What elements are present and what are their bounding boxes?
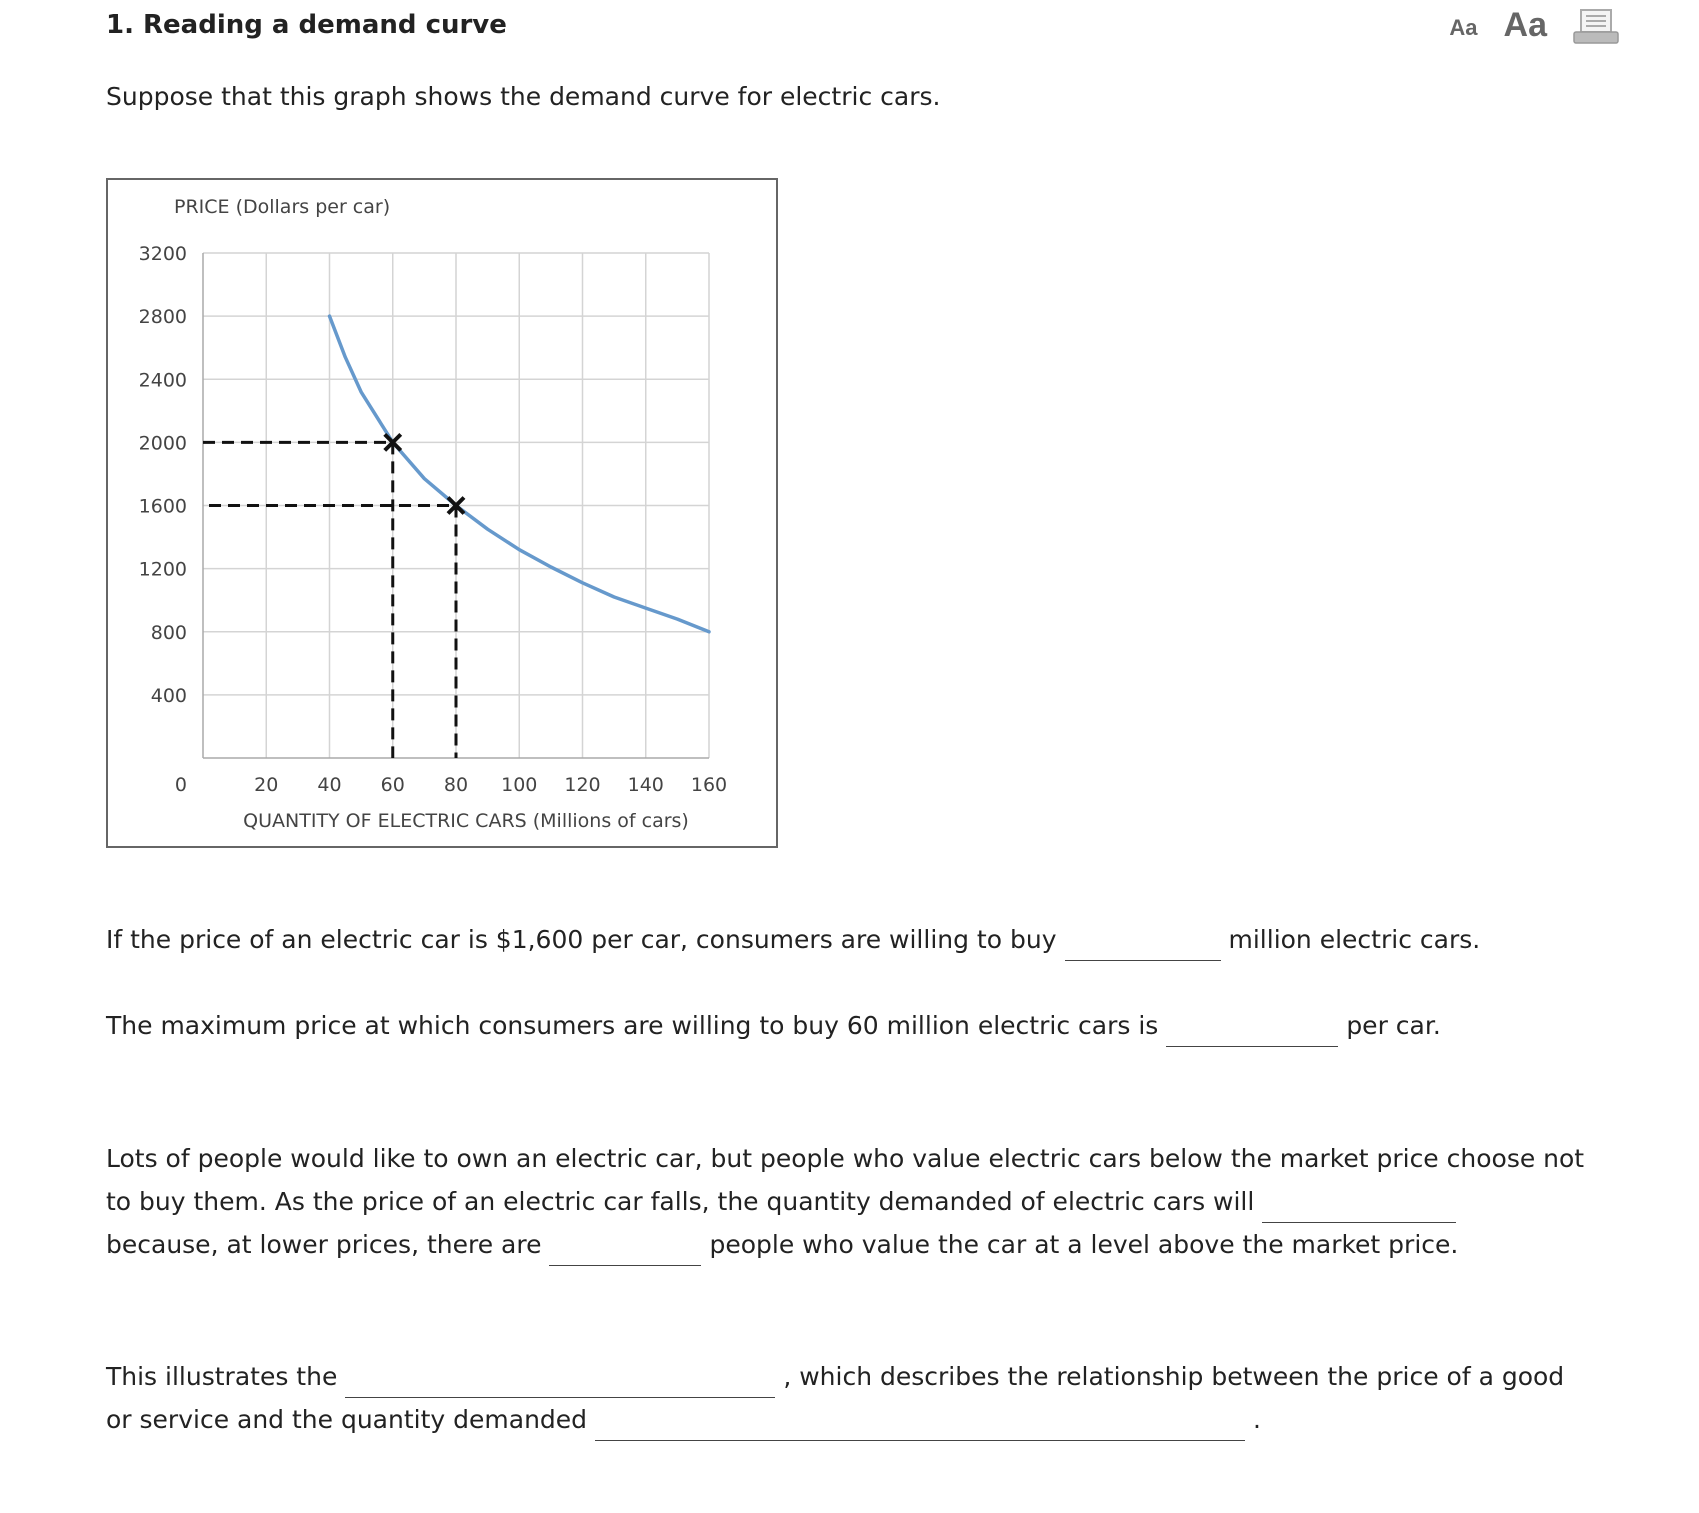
question-1 — [106, 918, 1480, 961]
q3-line-1: Lots of people would like to own an electric car, but people who value electric cars below the market price choose not — [106, 1144, 1585, 1173]
question-title: 1. Reading a demand curve — [106, 10, 507, 40]
q1-quantity-blank[interactable] — [1065, 930, 1221, 961]
q3-line-2-text: to buy them. As the price of an electric car falls, the quantity demanded of electric cars will — [106, 1187, 1255, 1216]
demand-chart-svg — [108, 180, 776, 846]
question-4 — [106, 1355, 1564, 1441]
x-tick-label-60: 60 — [380, 774, 405, 796]
y-tick-label-2800: 2800 — [138, 306, 187, 329]
x-tick-label-160: 160 — [690, 774, 728, 796]
q4-line-1-before: This illustrates the — [106, 1362, 338, 1391]
q4-line-2 — [106, 1398, 1564, 1441]
y-tick-label-2000: 2000 — [138, 432, 187, 455]
y-tick-label-3200: 3200 — [138, 243, 187, 265]
q4-relationship-blank[interactable] — [595, 1410, 1245, 1441]
q4-line-1 — [106, 1355, 1564, 1398]
demand-graph — [106, 178, 778, 848]
font-size-small-button[interactable]: Aa — [1449, 15, 1478, 40]
y-tick-label-400: 400 — [150, 684, 187, 707]
q3-amount-blank[interactable] — [549, 1235, 701, 1266]
x-tick-label-20: 20 — [254, 774, 279, 796]
question-intro: Suppose that this graph shows the demand curve for electric cars. — [106, 82, 941, 111]
print-icon[interactable] — [1573, 9, 1619, 45]
x-tick-label-140: 140 — [627, 774, 664, 796]
q4-law-blank[interactable] — [345, 1367, 775, 1398]
q1-text-before: If the price of an electric car is $1,600 per car, consumers are willing to buy — [106, 925, 1057, 954]
q2-text-after: per car. — [1346, 1011, 1441, 1040]
q3-direction-blank[interactable] — [1262, 1192, 1456, 1223]
question-3 — [106, 1137, 1584, 1266]
q2-price-blank[interactable] — [1166, 1016, 1338, 1047]
x-tick-label-120: 120 — [564, 774, 601, 796]
font-size-large-button[interactable]: Aa — [1503, 6, 1547, 44]
toolbar — [1449, 6, 1619, 45]
x-tick-label-100: 100 — [501, 774, 538, 796]
q4-line-2-before: or service and the quantity demanded — [106, 1405, 588, 1434]
origin-label: 0 — [174, 774, 187, 796]
x-tick-label-40: 40 — [317, 774, 342, 796]
y-tick-label-1200: 1200 — [138, 558, 187, 581]
y-tick-label-1600: 1600 — [138, 495, 187, 518]
q3-line-2 — [106, 1180, 1584, 1223]
q2-text-before: The maximum price at which consumers are willing to buy 60 million electric cars is — [106, 1011, 1159, 1040]
y-tick-label-800: 800 — [150, 621, 187, 644]
q3-line-3-after: people who value the car at a level above the market price. — [709, 1230, 1459, 1259]
q3-line-3 — [106, 1223, 1584, 1266]
y-axis-title: PRICE (Dollars per car) — [174, 196, 391, 218]
q4-line-1-after: , which describes the relationship between the price of a good — [783, 1362, 1565, 1391]
q3-line-3-before: because, at lower prices, there are — [106, 1230, 542, 1259]
q1-text-after: million electric cars. — [1228, 925, 1481, 954]
x-axis-title: QUANTITY OF ELECTRIC CARS (Millions of cars) — [243, 810, 689, 832]
question-2 — [106, 1004, 1441, 1047]
y-tick-label-2400: 2400 — [138, 369, 187, 392]
q4-line-2-after: . — [1253, 1405, 1261, 1434]
x-tick-label-80: 80 — [443, 774, 469, 796]
